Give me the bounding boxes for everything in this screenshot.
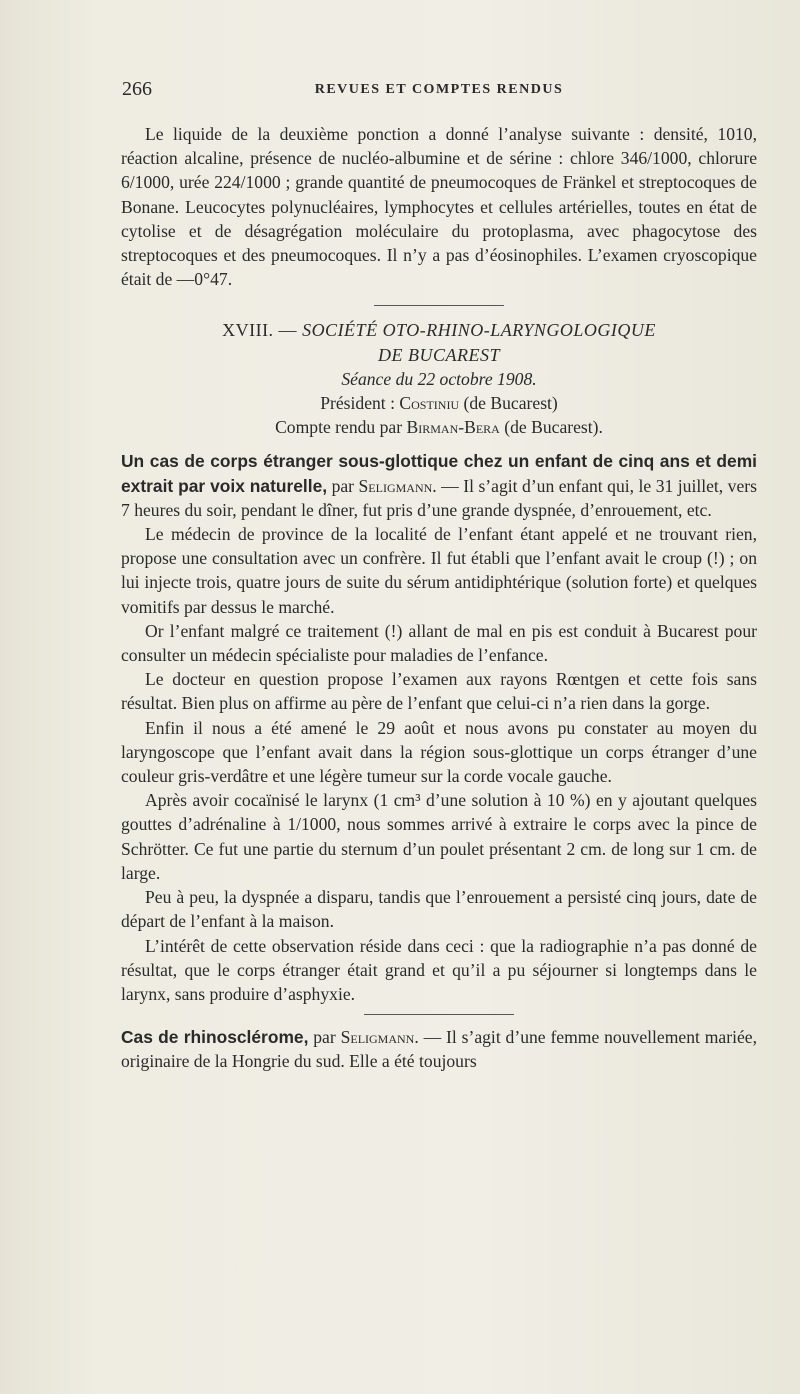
president-label: Président : xyxy=(320,393,400,414)
case2-author: Seligmann xyxy=(340,1027,415,1048)
case2-text: . — Il s’agit d’une femme nouvellement mariée, originaire de la Hongrie du sud. Elle a été toujours xyxy=(121,1027,757,1072)
section-number: XVIII. — xyxy=(222,320,298,341)
page-body xyxy=(121,122,757,1074)
case1-paragraph-3: Or l’enfant malgré ce traitement (!) allant de mal en pis est conduit à Bucarest pour consulter un médecin spécialiste pour maladies de l’enfance. xyxy=(121,620,757,666)
section-heading-line1 xyxy=(121,318,757,342)
report-label: Compte rendu par xyxy=(275,417,407,438)
section-divider xyxy=(374,305,504,306)
session-date: Séance du 22 octobre 1908. xyxy=(341,368,537,389)
case1-title: Un cas de corps étranger sous-glottique chez un enfant de cinq ans et demi extrait par voix naturelle, xyxy=(121,451,757,496)
president-place: (de Bucarest) xyxy=(459,393,558,414)
section-heading-line2: DE BUCAREST xyxy=(378,344,500,365)
case2-paragraph xyxy=(121,1025,757,1073)
case1-paragraph-8: L’intérêt de cette observation réside dans ceci : que la radiographie n’a pas donné de résultat, que le corps étranger était grand et qu’il a pu séjourner si longtemps dans le larynx, sans produire d’asphyxie. xyxy=(121,935,757,1004)
case1-paragraph-4: Le docteur en question propose l’examen aux rayons Rœntgen et cette fois sans résultat. Bien plus on affirme au père de l’enfant que celui-ci n’a rien dans la gorge. xyxy=(121,669,757,714)
case1-paragraph-2: Le médecin de province de la localité de l’enfant étant appelé et ne trouvant rien, propose une consultation avec un confrère. Il fut établi que l’enfant avait le croup (!) ; on lui injecte trois, quatre jours de suite du sérum antidiphtérique (solution forte) et quelques vomitifs par dessus le marché. xyxy=(121,524,757,617)
case1-by: par xyxy=(327,475,359,496)
case1-paragraph-1 xyxy=(121,449,757,522)
page-number: 266 xyxy=(122,78,152,100)
case1-paragraph-5: Enfin il nous a été amené le 29 août et nous avons pu constater au moyen du laryngoscope que l’enfant avait dans la région sous-glottique un corps étranger d’une couleur gris-verdâtre et une légère tumeur sur la corde vocale gauche. xyxy=(121,717,757,787)
case1-paragraph-7: Peu à peu, la dyspnée a disparu, tandis que l’enrouement a persisté cinq jours, date de départ de l’enfant à la maison. xyxy=(121,887,757,932)
president-name: Costiniu xyxy=(399,393,460,414)
case1-author: Seligmann xyxy=(358,475,433,496)
intro-paragraph: Le liquide de la deuxième ponction a donné l’analyse suivante : densité, 1010, réaction alcaline, présence de nucléo-albumine et de sérine : chlore 346/1000, chlorure 6/1000, urée 224/1000 ; grande quantité de pneumocoques de Fränkel et streptocoques de Bonane. Leucocytes polynucléaires, lymphocytes et cellules artérielles, toutes en état de cytolise et de désagrégation moléculaire du protoplasma, avec phagocytose des streptocoques et des pneumocoques. Il n’y a pas d’éosinophiles. L’examen cryoscopique était de —0°47. xyxy=(121,124,757,290)
report-line xyxy=(121,415,757,439)
case1-paragraph-6: Après avoir cocaïnisé le larynx (1 cm³ d’une solution à 10 %) en y ajoutant quelques gouttes d’adrénaline à 1/1000, nous sommes arrivé à extraire le corps avec la pince de Schrötter. Ce fut une partie du sternum d’un poulet présentant 2 cm. de long sur 1 cm. de large. xyxy=(121,790,757,883)
report-place: (de Bucarest). xyxy=(499,417,603,438)
case2-by: par xyxy=(308,1027,341,1048)
society-name: SOCIÉTÉ OTO-RHINO-LARYNGOLOGIQUE xyxy=(302,320,656,341)
report-author: Birman-Bera xyxy=(406,417,500,438)
president-line xyxy=(121,391,757,415)
case2-title: Cas de rhinosclérome, xyxy=(121,1027,309,1048)
running-head: REVUES ET COMPTES RENDUS xyxy=(314,82,564,97)
case1-text: . — Il s’agit d’un enfant qui, le 31 juillet, vers 7 heures du soir, pendant le dîner, fut pris d’une grande dyspnée, d’enrouement, etc. xyxy=(121,475,757,520)
page-header xyxy=(122,78,756,102)
case-divider xyxy=(364,1014,514,1015)
